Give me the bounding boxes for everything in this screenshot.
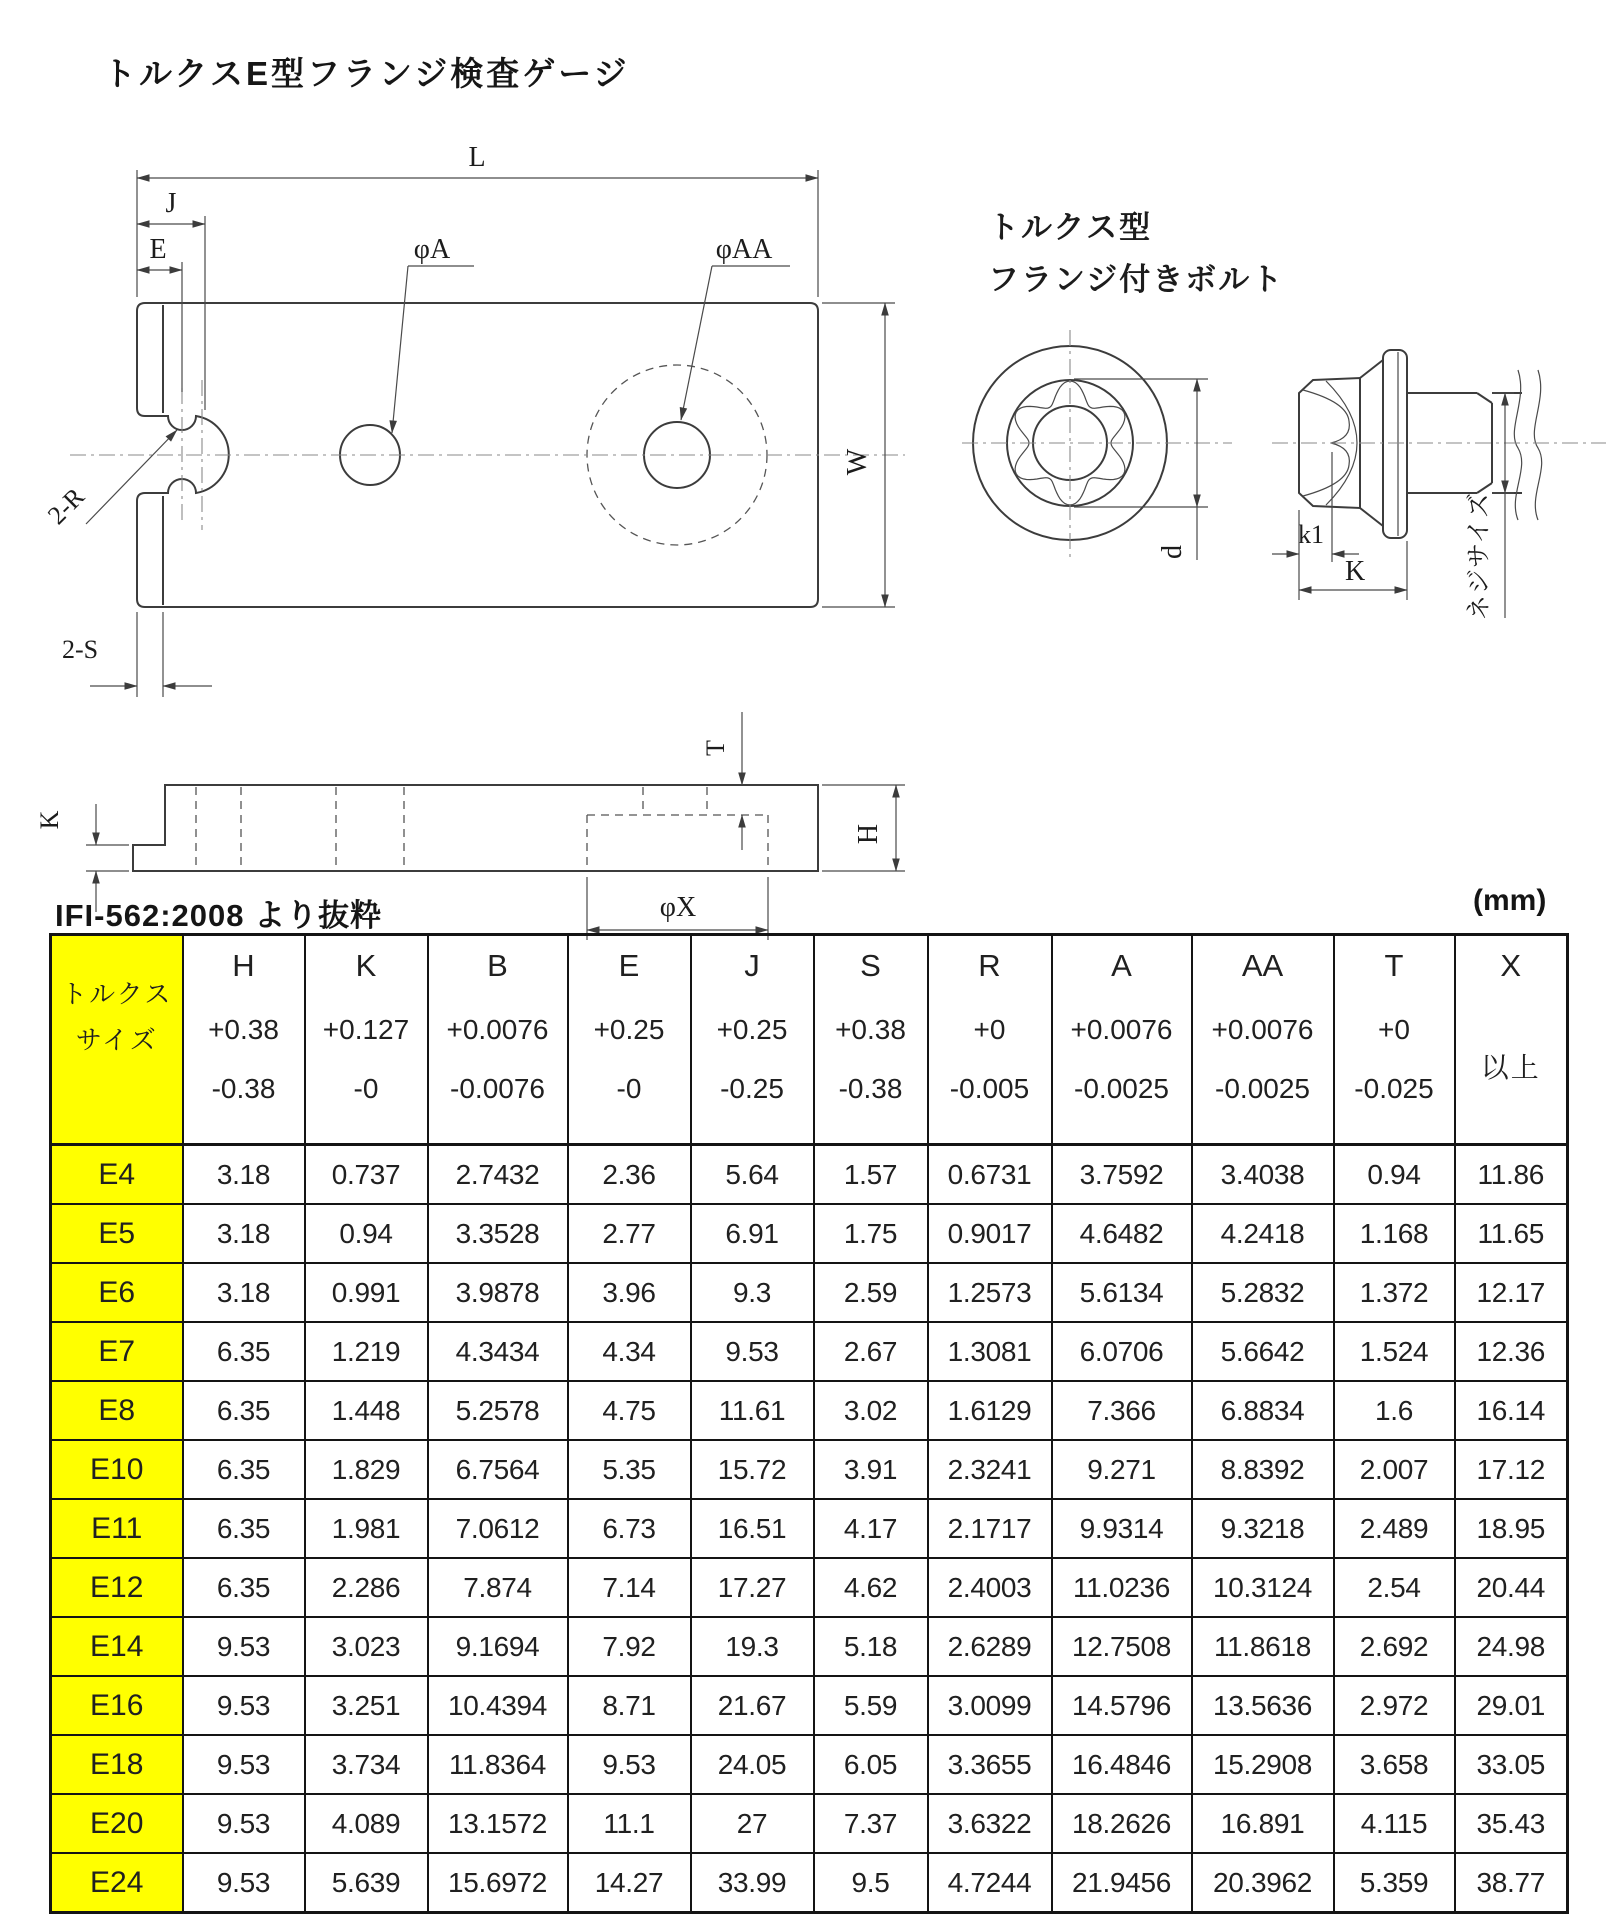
value-cell: 16.4846	[1052, 1735, 1192, 1794]
value-cell: 3.734	[305, 1735, 428, 1794]
flange-cone	[1360, 508, 1383, 526]
value-cell: 16.14	[1455, 1381, 1568, 1440]
value-cell: 2.36	[568, 1145, 691, 1205]
value-cell: 9.5	[814, 1853, 928, 1913]
table-row	[51, 1145, 1568, 1205]
value-cell: 21.9456	[1052, 1853, 1192, 1913]
size-header-line2: サイズ	[75, 1024, 158, 1055]
value-cell: 11.65	[1455, 1204, 1568, 1263]
dim-label-phiA: φA	[413, 234, 451, 265]
value-cell: 4.17	[814, 1499, 928, 1558]
value-cell: 15.2908	[1192, 1735, 1334, 1794]
value-cell: 9.53	[183, 1617, 305, 1676]
value-cell: 8.71	[568, 1676, 691, 1735]
value-cell: 3.023	[305, 1617, 428, 1676]
value-cell: 2.007	[1334, 1440, 1455, 1499]
value-cell: 11.86	[1455, 1145, 1568, 1205]
table-row	[51, 1794, 1568, 1853]
table-row	[51, 1853, 1568, 1913]
flange-washer	[1383, 350, 1407, 538]
bolt-side-view	[1272, 350, 1606, 620]
value-cell: 13.5636	[1192, 1676, 1334, 1735]
value-cell: 18.2626	[1052, 1794, 1192, 1853]
value-cell: 7.14	[568, 1558, 691, 1617]
table-row	[51, 1499, 1568, 1558]
dim-label-2S: 2-S	[62, 635, 99, 664]
value-cell: 4.115	[1334, 1794, 1455, 1853]
table-caption: IFI-562:2008 より抜粋	[55, 898, 383, 933]
value-cell: 10.4394	[428, 1676, 568, 1735]
value-cell: 1.57	[814, 1145, 928, 1205]
size-cell: E14	[51, 1617, 183, 1676]
value-cell: 6.8834	[1192, 1381, 1334, 1440]
value-cell: 7.0612	[428, 1499, 568, 1558]
value-cell: 11.8364	[428, 1735, 568, 1794]
dim-label-W: W	[842, 448, 873, 476]
leader-line-phiA	[392, 266, 408, 433]
value-cell: 3.0099	[928, 1676, 1052, 1735]
value-cell: 19.3	[691, 1617, 814, 1676]
value-cell: 9.3	[691, 1263, 814, 1322]
value-cell: 0.6731	[928, 1145, 1052, 1205]
size-header-cell	[51, 935, 183, 1145]
value-cell: 12.7508	[1052, 1617, 1192, 1676]
size-cell: E20	[51, 1794, 183, 1853]
dim-label-thread-size: ネジサイズ	[1465, 491, 1493, 621]
value-cell: 18.95	[1455, 1499, 1568, 1558]
col-header-K: K +0.127 -0	[305, 935, 428, 1145]
value-cell: 1.6	[1334, 1381, 1455, 1440]
value-cell: 4.089	[305, 1794, 428, 1853]
value-cell: 2.77	[568, 1204, 691, 1263]
table-row	[51, 1617, 1568, 1676]
col-header-E: E +0.25 -0	[568, 935, 691, 1145]
value-cell: 1.3081	[928, 1322, 1052, 1381]
bolt-front-view	[962, 330, 1232, 560]
dim-label-L: L	[468, 142, 486, 173]
value-cell: 3.658	[1334, 1735, 1455, 1794]
value-cell: 12.36	[1455, 1322, 1568, 1381]
value-cell: 0.991	[305, 1263, 428, 1322]
value-cell: 14.5796	[1052, 1676, 1192, 1735]
value-cell: 33.99	[691, 1853, 814, 1913]
size-cell: E16	[51, 1676, 183, 1735]
value-cell: 1.219	[305, 1322, 428, 1381]
value-cell: 16.51	[691, 1499, 814, 1558]
value-cell: 5.6642	[1192, 1322, 1334, 1381]
value-cell: 9.53	[183, 1853, 305, 1913]
value-cell: 11.0236	[1052, 1558, 1192, 1617]
dim-label-k1: k1	[1298, 520, 1324, 549]
table-row	[51, 1204, 1568, 1263]
value-cell: 3.02	[814, 1381, 928, 1440]
table-body	[51, 1145, 1568, 1913]
value-cell: 6.0706	[1052, 1322, 1192, 1381]
value-cell: 9.271	[1052, 1440, 1192, 1499]
value-cell: 3.18	[183, 1145, 305, 1205]
value-cell: 16.891	[1192, 1794, 1334, 1853]
value-cell: 10.3124	[1192, 1558, 1334, 1617]
thread-runout	[1477, 483, 1492, 493]
col-header-AA: AA +0.0076 -0.0025	[1192, 935, 1334, 1145]
dim-label-phiAA: φAA	[715, 234, 773, 265]
table-row	[51, 1440, 1568, 1499]
table-header-row	[51, 935, 1568, 1145]
value-cell: 2.692	[1334, 1617, 1455, 1676]
bolt-label-line1: トルクス型	[988, 210, 1153, 245]
value-cell: 2.67	[814, 1322, 928, 1381]
value-cell: 5.2832	[1192, 1263, 1334, 1322]
value-cell: 2.54	[1334, 1558, 1455, 1617]
col-header-J: J +0.25 -0.25	[691, 935, 814, 1145]
size-cell: E12	[51, 1558, 183, 1617]
page-title: トルクスE型フランジ検査ゲージ	[103, 55, 630, 92]
value-cell: 9.9314	[1052, 1499, 1192, 1558]
value-cell: 2.489	[1334, 1499, 1455, 1558]
value-cell: 35.43	[1455, 1794, 1568, 1853]
value-cell: 3.18	[183, 1263, 305, 1322]
col-header-R: R +0 -0.005	[928, 935, 1052, 1145]
dim-label-T: T	[701, 740, 730, 756]
dim-label-E: E	[149, 234, 167, 265]
value-cell: 5.35	[568, 1440, 691, 1499]
table-row	[51, 1735, 1568, 1794]
value-cell: 3.251	[305, 1676, 428, 1735]
value-cell: 5.64	[691, 1145, 814, 1205]
value-cell: 3.3655	[928, 1735, 1052, 1794]
break-line	[1534, 370, 1541, 520]
value-cell: 9.53	[183, 1735, 305, 1794]
value-cell: 2.972	[1334, 1676, 1455, 1735]
value-cell: 14.27	[568, 1853, 691, 1913]
value-cell: 3.4038	[1192, 1145, 1334, 1205]
value-cell: 2.4003	[928, 1558, 1052, 1617]
value-cell: 27	[691, 1794, 814, 1853]
value-cell: 2.1717	[928, 1499, 1052, 1558]
dim-label-J: J	[165, 188, 177, 219]
value-cell: 24.05	[691, 1735, 814, 1794]
value-cell: 1.6129	[928, 1381, 1052, 1440]
value-cell: 15.72	[691, 1440, 814, 1499]
value-cell: 6.35	[183, 1322, 305, 1381]
value-cell: 2.286	[305, 1558, 428, 1617]
value-cell: 1.372	[1334, 1263, 1455, 1322]
value-cell: 4.7244	[928, 1853, 1052, 1913]
value-cell: 9.1694	[428, 1617, 568, 1676]
value-cell: 9.53	[568, 1735, 691, 1794]
size-cell: E18	[51, 1735, 183, 1794]
value-cell: 6.91	[691, 1204, 814, 1263]
value-cell: 1.524	[1334, 1322, 1455, 1381]
value-cell: 2.6289	[928, 1617, 1052, 1676]
value-cell: 20.3962	[1192, 1853, 1334, 1913]
value-cell: 6.35	[183, 1499, 305, 1558]
value-cell: 15.6972	[428, 1853, 568, 1913]
value-cell: 11.8618	[1192, 1617, 1334, 1676]
value-cell: 29.01	[1455, 1676, 1568, 1735]
value-cell: 3.7592	[1052, 1145, 1192, 1205]
value-cell: 0.94	[1334, 1145, 1455, 1205]
table-row	[51, 1263, 1568, 1322]
size-cell: E24	[51, 1853, 183, 1913]
size-cell: E8	[51, 1381, 183, 1440]
table-row	[51, 1381, 1568, 1440]
value-cell: 6.7564	[428, 1440, 568, 1499]
value-cell: 33.05	[1455, 1735, 1568, 1794]
value-cell: 4.2418	[1192, 1204, 1334, 1263]
value-cell: 17.12	[1455, 1440, 1568, 1499]
dim-label-phiX: φX	[659, 892, 697, 923]
value-cell: 7.366	[1052, 1381, 1192, 1440]
value-cell: 21.67	[691, 1676, 814, 1735]
value-cell: 1.168	[1334, 1204, 1455, 1263]
value-cell: 4.62	[814, 1558, 928, 1617]
value-cell: 5.18	[814, 1617, 928, 1676]
dim-label-H: H	[853, 823, 884, 845]
value-cell: 1.448	[305, 1381, 428, 1440]
value-cell: 6.73	[568, 1499, 691, 1558]
dim-label-K: K	[35, 810, 64, 830]
value-cell: 20.44	[1455, 1558, 1568, 1617]
col-header-T: T +0 -0.025	[1334, 935, 1455, 1145]
value-cell: 9.53	[691, 1322, 814, 1381]
value-cell: 4.34	[568, 1322, 691, 1381]
col-header-S: S +0.38 -0.38	[814, 935, 928, 1145]
gauge-side-outline	[133, 785, 818, 871]
value-cell: 2.7432	[428, 1145, 568, 1205]
value-cell: 9.53	[183, 1676, 305, 1735]
value-cell: 24.98	[1455, 1617, 1568, 1676]
size-cell: E7	[51, 1322, 183, 1381]
value-cell: 6.35	[183, 1558, 305, 1617]
value-cell: 6.35	[183, 1440, 305, 1499]
value-cell: 8.8392	[1192, 1440, 1334, 1499]
size-cell: E11	[51, 1499, 183, 1558]
dim-label-2R: 2-R	[41, 481, 91, 531]
dim-label-bolt-K: K	[1345, 556, 1366, 587]
value-cell: 5.59	[814, 1676, 928, 1735]
size-cell: E5	[51, 1204, 183, 1263]
size-cell: E10	[51, 1440, 183, 1499]
spec-table	[49, 933, 1569, 1914]
value-cell: 4.75	[568, 1381, 691, 1440]
unit-label: (mm)	[1473, 884, 1547, 917]
value-cell: 6.35	[183, 1381, 305, 1440]
thread-runout	[1477, 393, 1492, 403]
value-cell: 1.75	[814, 1204, 928, 1263]
value-cell: 3.96	[568, 1263, 691, 1322]
col-header-B: B +0.0076 -0.0076	[428, 935, 568, 1145]
size-cell: E6	[51, 1263, 183, 1322]
value-cell: 0.9017	[928, 1204, 1052, 1263]
value-cell: 11.1	[568, 1794, 691, 1853]
value-cell: 3.6322	[928, 1794, 1052, 1853]
value-cell: 7.37	[814, 1794, 928, 1853]
value-cell: 5.6134	[1052, 1263, 1192, 1322]
value-cell: 3.3528	[428, 1204, 568, 1263]
value-cell: 13.1572	[428, 1794, 568, 1853]
value-cell: 3.9878	[428, 1263, 568, 1322]
col-header-H: H +0.38 -0.38	[183, 935, 305, 1145]
value-cell: 7.874	[428, 1558, 568, 1617]
leader-line-phiAA	[681, 266, 712, 420]
size-cell: E4	[51, 1145, 183, 1205]
table-row	[51, 1322, 1568, 1381]
col-header-X: X 以上	[1455, 935, 1568, 1145]
value-cell: 11.61	[691, 1381, 814, 1440]
value-cell: 5.2578	[428, 1381, 568, 1440]
value-cell: 12.17	[1455, 1263, 1568, 1322]
value-cell: 0.94	[305, 1204, 428, 1263]
dim-label-d: d	[1157, 545, 1188, 559]
value-cell: 2.3241	[928, 1440, 1052, 1499]
value-cell: 6.05	[814, 1735, 928, 1794]
table-row	[51, 1558, 1568, 1617]
value-cell: 1.2573	[928, 1263, 1052, 1322]
flange-cone	[1360, 360, 1383, 378]
value-cell: 9.53	[183, 1794, 305, 1853]
table-row	[51, 1676, 1568, 1735]
value-cell: 5.639	[305, 1853, 428, 1913]
value-cell: 38.77	[1455, 1853, 1568, 1913]
value-cell: 1.981	[305, 1499, 428, 1558]
value-cell: 17.27	[691, 1558, 814, 1617]
value-cell: 3.91	[814, 1440, 928, 1499]
value-cell: 2.59	[814, 1263, 928, 1322]
value-cell: 0.737	[305, 1145, 428, 1205]
size-header-line1: トルクス	[61, 979, 173, 1009]
col-header-A: A +0.0076 -0.0025	[1052, 935, 1192, 1145]
value-cell: 4.6482	[1052, 1204, 1192, 1263]
value-cell: 7.92	[568, 1617, 691, 1676]
value-cell: 9.3218	[1192, 1499, 1334, 1558]
gauge-top-view	[42, 142, 905, 607]
bolt-label-line2: フランジ付きボルト	[988, 262, 1285, 297]
value-cell: 1.829	[305, 1440, 428, 1499]
value-cell: 3.18	[183, 1204, 305, 1263]
value-cell: 5.359	[1334, 1853, 1455, 1913]
value-cell: 4.3434	[428, 1322, 568, 1381]
